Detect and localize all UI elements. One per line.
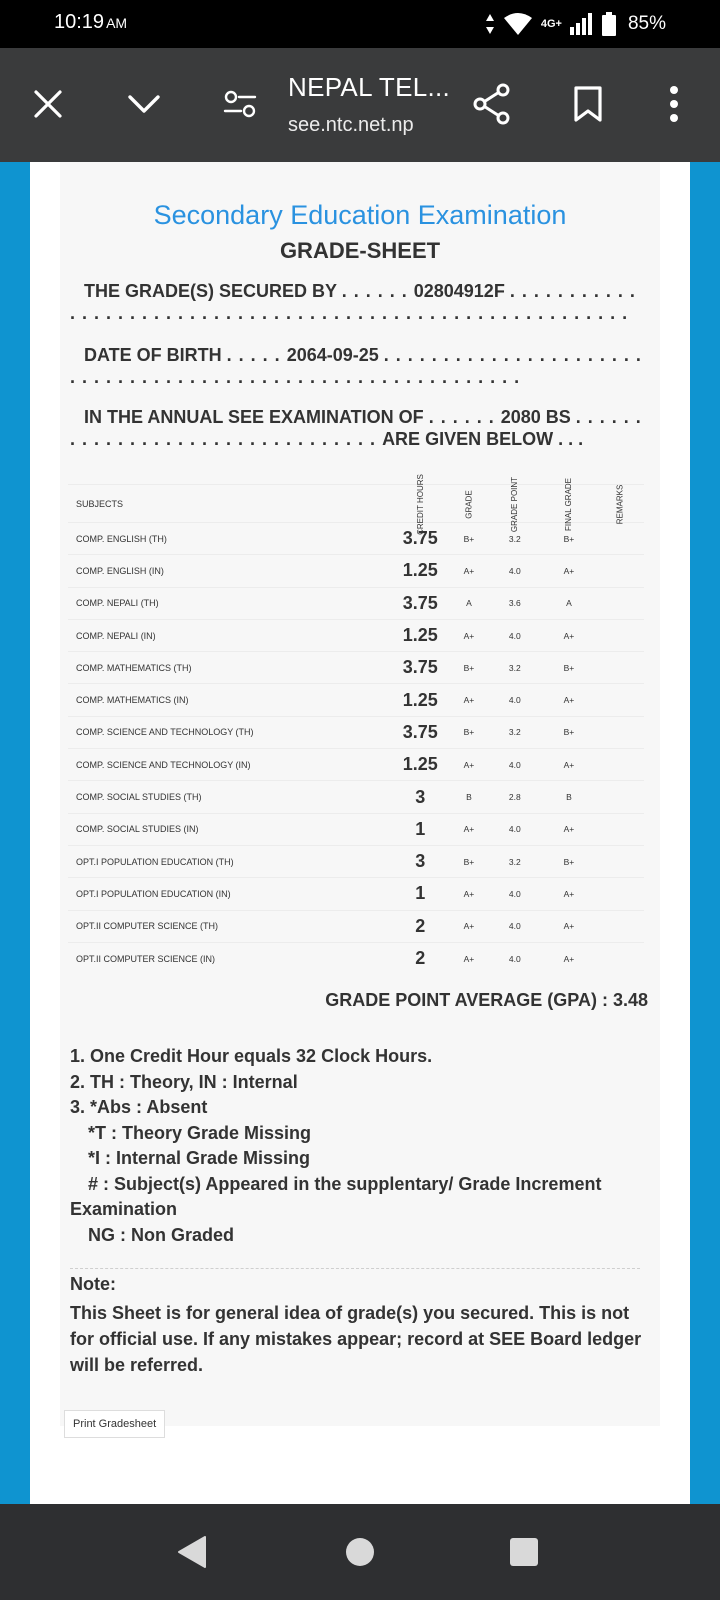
grade-point-cell: 4.0 — [487, 749, 542, 781]
status-time: 10:19 AM — [54, 11, 128, 33]
table-row — [68, 555, 644, 587]
credit-hours-cell: 1 — [390, 813, 451, 845]
disclaimer-label: Note: — [70, 1274, 116, 1294]
remarks-cell — [595, 652, 644, 684]
table-header-row — [68, 485, 644, 523]
subject-cell: COMP. SCIENCE AND TECHNOLOGY (IN) — [68, 749, 390, 781]
grade-point-cell: 3.2 — [487, 652, 542, 684]
grade-cell: A+ — [451, 749, 488, 781]
grade-cell: A+ — [451, 555, 488, 587]
subject-cell: COMP. NEPALI (IN) — [68, 619, 390, 651]
remarks-cell — [595, 878, 644, 910]
grade-cell: A+ — [451, 684, 488, 716]
table-row — [68, 878, 644, 910]
share-button[interactable] — [464, 76, 520, 132]
credit-hours-cell: 3 — [390, 845, 451, 877]
grade-point-cell: 4.0 — [487, 555, 542, 587]
final-grade-cell: A+ — [542, 619, 595, 651]
legend-notes — [70, 1044, 650, 1248]
credit-hours-cell: 3.75 — [390, 523, 451, 555]
remarks-cell — [595, 910, 644, 942]
grade-cell: B+ — [451, 523, 488, 555]
grade-point-cell: 4.0 — [487, 878, 542, 910]
final-grade-cell: A+ — [542, 910, 595, 942]
grade-point-cell: 3.2 — [487, 845, 542, 877]
data-arrows-icon — [485, 13, 495, 35]
more-options-button[interactable] — [646, 76, 702, 132]
site-settings-button[interactable] — [212, 76, 268, 132]
remarks-cell — [595, 845, 644, 877]
subject-cell: OPT.II COMPUTER SCIENCE (IN) — [68, 942, 390, 974]
table-row — [68, 813, 644, 845]
note-item: # : Subject(s) Appeared in the supplentary/ Grade Increment — [88, 1173, 602, 1194]
subject-cell: COMP. MATHEMATICS (TH) — [68, 652, 390, 684]
dob-line: DATE OF BIRTH . . . . . 2064-09-25 . . . . . . . . . . . . . . . . . . . . . . . . . . . . . . . . . . . . . . . . . . . . . . . . . . . . . . . . . . . . — [70, 345, 642, 387]
back-button[interactable] — [170, 1530, 214, 1574]
note-item: *I : Internal Grade Missing — [88, 1148, 311, 1168]
table-row — [68, 684, 644, 716]
signal-icon — [570, 13, 594, 35]
grade-cell: A+ — [451, 619, 488, 651]
subject-cell: COMP. SCIENCE AND TECHNOLOGY (TH) — [68, 716, 390, 748]
subject-cell: OPT.I POPULATION EDUCATION (TH) — [68, 845, 390, 877]
grades-table — [68, 473, 644, 975]
grade-point-cell: 3.6 — [487, 587, 542, 619]
table-row — [68, 749, 644, 781]
symbol-number: 02804912F — [413, 281, 505, 301]
status-icons — [485, 10, 666, 38]
grade-point-cell: 4.0 — [487, 684, 542, 716]
network-type: 4G+ — [540, 18, 562, 30]
grade-sheet — [60, 162, 660, 1426]
final-grade-cell: A — [542, 587, 595, 619]
credit-hours-cell: 1.25 — [390, 555, 451, 587]
grade-cell: A+ — [451, 813, 488, 845]
header-credit-hours: CREDIT HOURS — [390, 485, 451, 523]
print-gradesheet-button[interactable]: Print Gradesheet — [64, 1410, 165, 1438]
table-row — [68, 523, 644, 555]
close-button[interactable] — [20, 76, 76, 132]
final-grade-cell: A+ — [542, 813, 595, 845]
divider — [70, 1268, 640, 1269]
grade-point-cell: 4.0 — [487, 942, 542, 974]
table-row — [68, 942, 644, 974]
grade-cell: B — [451, 781, 488, 813]
grade-point-cell: 4.0 — [487, 910, 542, 942]
remarks-cell — [595, 619, 644, 651]
bookmark-button[interactable] — [560, 76, 616, 132]
subject-cell: COMP. ENGLISH (TH) — [68, 523, 390, 555]
subject-cell: COMP. NEPALI (TH) — [68, 587, 390, 619]
minimize-button[interactable] — [116, 76, 172, 132]
remarks-cell — [595, 587, 644, 619]
grade-cell: A — [451, 587, 488, 619]
wifi-icon — [503, 12, 533, 36]
credit-hours-cell: 1.25 — [390, 749, 451, 781]
table-row — [68, 652, 644, 684]
remarks-cell — [595, 813, 644, 845]
final-grade-cell: B+ — [542, 652, 595, 684]
subject-cell: COMP. SOCIAL STUDIES (TH) — [68, 781, 390, 813]
subject-cell: COMP. SOCIAL STUDIES (IN) — [68, 813, 390, 845]
site-settings-icon — [223, 90, 257, 118]
final-grade-cell: B+ — [542, 716, 595, 748]
note-item: Examination — [70, 1199, 178, 1219]
bookmark-icon — [573, 85, 603, 123]
grade-cell: B+ — [451, 845, 488, 877]
remarks-cell — [595, 555, 644, 587]
final-grade-cell: A+ — [542, 942, 595, 974]
remarks-cell — [595, 716, 644, 748]
note-item: 1. One Credit Hour equals 32 Clock Hours. — [70, 1046, 433, 1066]
table-row — [68, 781, 644, 813]
credit-hours-cell: 1 — [390, 878, 451, 910]
final-grade-cell: A+ — [542, 749, 595, 781]
header-final-grade: FINAL GRADE — [542, 485, 595, 523]
back-triangle-icon — [177, 1535, 207, 1569]
credit-hours-cell: 3.75 — [390, 716, 451, 748]
table-row — [68, 587, 644, 619]
battery-level: 85% — [627, 13, 666, 34]
credit-hours-cell: 3.75 — [390, 587, 451, 619]
gpa-summary: GRADE POINT AVERAGE (GPA) : 3.48 — [325, 990, 648, 1010]
header-subjects: SUBJECTS — [68, 485, 390, 523]
table-row — [68, 716, 644, 748]
remarks-cell — [595, 781, 644, 813]
home-circle-icon — [345, 1537, 375, 1567]
browser-toolbar — [0, 48, 720, 162]
system-nav-bar — [0, 1504, 720, 1600]
remarks-cell — [595, 523, 644, 555]
gradesheet-heading: GRADE-SHEET — [279, 238, 441, 263]
subject-cell: COMP. MATHEMATICS (IN) — [68, 684, 390, 716]
status-bar — [0, 0, 720, 48]
remarks-cell — [595, 942, 644, 974]
share-icon — [472, 83, 512, 125]
note-item: 2. TH : Theory, IN : Internal — [70, 1071, 298, 1092]
page-url[interactable]: see.ntc.net.np — [288, 114, 414, 136]
content-container — [30, 162, 690, 1504]
grade-point-cell: 3.2 — [487, 523, 542, 555]
credit-hours-cell: 2 — [390, 910, 451, 942]
credit-hours-cell: 1.25 — [390, 619, 451, 651]
credit-hours-cell: 3.75 — [390, 652, 451, 684]
grade-cell: B+ — [451, 652, 488, 684]
credit-hours-cell: 2 — [390, 942, 451, 974]
final-grade-cell: A+ — [542, 684, 595, 716]
note-item: *T : Theory Grade Missing — [88, 1122, 312, 1143]
subject-cell: OPT.II COMPUTER SCIENCE (TH) — [68, 910, 390, 942]
header-remarks: REMARKS — [595, 485, 644, 523]
final-grade-cell: B+ — [542, 845, 595, 877]
dob-value: 2064-09-25 — [286, 345, 379, 365]
header-grade: GRADE — [451, 485, 488, 523]
recents-square-icon — [509, 1537, 539, 1567]
grade-point-cell: 4.0 — [487, 619, 542, 651]
table-row — [68, 910, 644, 942]
exam-heading: Secondary Education Examination — [153, 200, 567, 230]
remarks-cell — [595, 684, 644, 716]
exam-line: IN THE ANNUAL SEE EXAMINATION OF . . . . . . 2080 BS . . . . . . . . . . . . . . . . . . . . . . . . . . . . . . . . ARE GIVEN BELOW . . . — [70, 407, 642, 449]
table-row — [68, 845, 644, 877]
note-item: NG : Non Graded — [88, 1224, 235, 1245]
table-row — [68, 619, 644, 651]
home-button[interactable] — [338, 1530, 382, 1574]
close-icon — [33, 89, 63, 119]
battery-icon — [602, 12, 616, 36]
grade-point-cell: 3.2 — [487, 716, 542, 748]
grade-cell: B+ — [451, 716, 488, 748]
chevron-down-icon — [127, 94, 161, 114]
final-grade-cell: A+ — [542, 878, 595, 910]
disclaimer-text: This Sheet is for general idea of grade(s) you secured. This is not for official use. If any mistakes appear; record at SEE Board ledger will be referred. — [70, 1303, 642, 1375]
exam-year: 2080 BS — [500, 407, 571, 427]
recents-button[interactable] — [502, 1530, 546, 1574]
subject-cell: OPT.I POPULATION EDUCATION (IN) — [68, 878, 390, 910]
web-content — [0, 162, 720, 1504]
note-item: 3. *Abs : Absent — [70, 1097, 208, 1117]
grade-point-cell: 2.8 — [487, 781, 542, 813]
grade-point-cell: 4.0 — [487, 813, 542, 845]
final-grade-cell: A+ — [542, 555, 595, 587]
more-vert-icon — [669, 86, 679, 122]
grade-cell: A+ — [451, 910, 488, 942]
secured-by-line: THE GRADE(S) SECURED BY . . . . . . 02804912F . . . . . . . . . . . . . . . . . . . . . . . . . . . . . . . . . . . . . . . . . . . . . . . . . . . . . . . . . . — [70, 281, 636, 323]
grade-cell: A+ — [451, 878, 488, 910]
header-grade-point: GRADE POINT — [487, 485, 542, 523]
credit-hours-cell: 3 — [390, 781, 451, 813]
subject-cell: COMP. ENGLISH (IN) — [68, 555, 390, 587]
page-title: NEPAL TEL... — [288, 72, 451, 102]
credit-hours-cell: 1.25 — [390, 684, 451, 716]
final-grade-cell: B — [542, 781, 595, 813]
grade-cell: A+ — [451, 942, 488, 974]
remarks-cell — [595, 749, 644, 781]
final-grade-cell: B+ — [542, 523, 595, 555]
